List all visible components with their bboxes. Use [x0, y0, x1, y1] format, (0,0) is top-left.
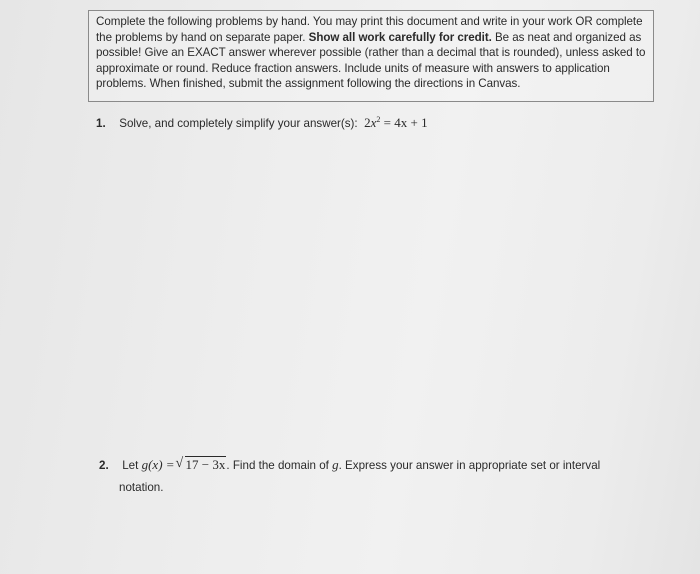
instructions-box: [88, 10, 654, 102]
problem-1: [96, 112, 428, 132]
instructions-text: [96, 14, 647, 92]
equation-rhs: = 4x + 1: [383, 115, 428, 130]
problem-2-function: [142, 457, 227, 472]
problem-2-text-end: . Express your answer in appropriate set or interval: [338, 459, 601, 472]
sqrt-radicand: 17 − 3x: [185, 457, 226, 472]
sqrt-symbol-icon: √: [175, 456, 184, 471]
function-lhs: g(x) =: [141, 457, 175, 472]
equation-lhs-coef: 2: [364, 115, 371, 130]
instructions-bold-phrase: Show all work carefully for credit.: [308, 30, 492, 44]
problem-1-number: 1.: [96, 117, 106, 130]
problem-2: [99, 457, 639, 496]
sqrt-expression: [176, 457, 227, 473]
problem-2-text-before: Let: [122, 459, 139, 472]
instructions-part1: Complete the following problems by hand. You may print this document and write in your work OR complete the problems by hand on separate paper.: [96, 15, 643, 44]
problem-1-equation: [361, 115, 428, 130]
problem-1-text: Solve, and completely simplify your answer(s):: [119, 117, 358, 130]
instructions-part2: Be as neat and organized as possible! Give an EXACT answer wherever possible (rather than a decimal that is rounded), unless asked to approximate or round. Reduce fraction answers. Include units of measure with answers to application problems. When finished, submit the assignment following the directions in Canvas.: [96, 30, 646, 91]
equation-var: x: [370, 115, 377, 130]
problem-2-text-line2: notation.: [119, 481, 164, 494]
problem-2-number: 2.: [99, 459, 109, 472]
equation-exponent: 2: [376, 115, 381, 124]
problem-2-text-after: . Find the domain of: [226, 459, 329, 472]
problem-2-function-name: g: [332, 457, 339, 472]
